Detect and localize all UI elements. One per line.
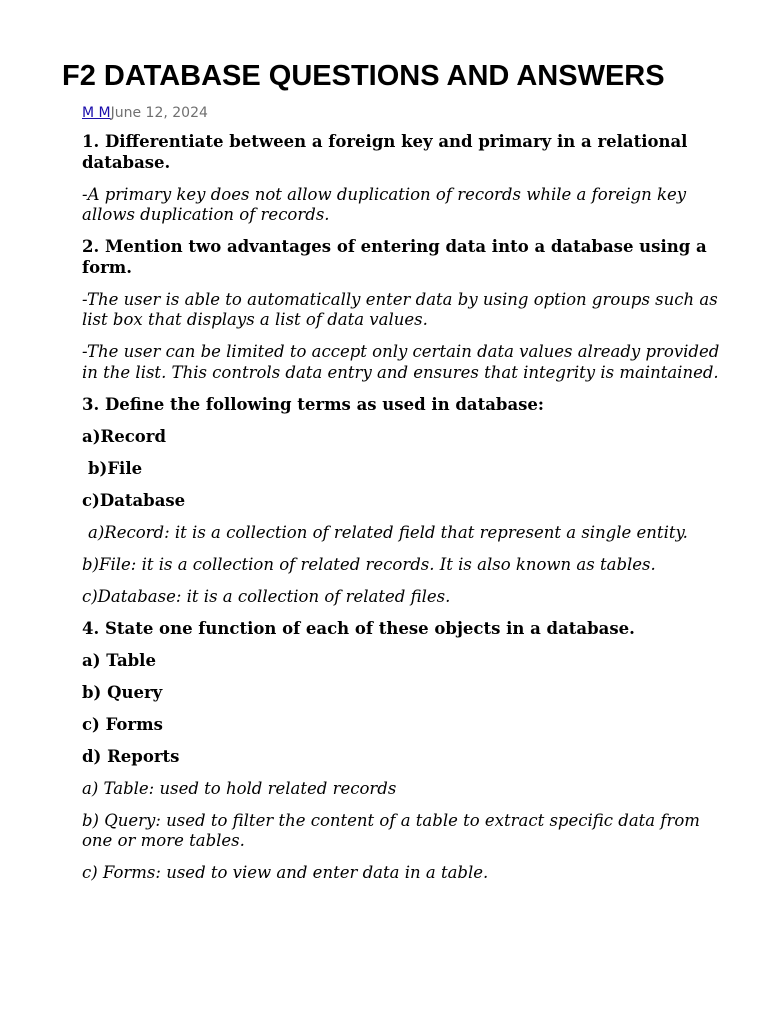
- article-title: F2 DATABASE QUESTIONS AND ANSWERS: [62, 60, 665, 92]
- question-4-object-query: b) Query: [82, 682, 163, 702]
- question-4-object-reports: d) Reports: [82, 746, 180, 766]
- answer-3-file: b)File: it is a collection of related records. It is also known as tables.: [82, 554, 656, 574]
- publish-date: June 12, 2024: [110, 105, 208, 121]
- answer-4-forms: c) Forms: used to view and enter data in a table.: [82, 863, 489, 882]
- question-3: 3. Define the following terms as used in database:: [82, 394, 545, 414]
- question-2: 2. Mention two advantages of entering data into a database using a form.: [82, 237, 707, 277]
- question-1: 1. Differentiate between a foreign key and primary in a relational database.: [82, 132, 688, 172]
- byline: [82, 104, 208, 122]
- answer-2-part-2: -The user can be limited to accept only certain data values already provided in the list. This controls data entry and ensures that integrity is maintained.: [82, 342, 720, 382]
- question-3-term-record: a)Record: [82, 426, 166, 446]
- question-3-term-file: b)File: [88, 458, 143, 478]
- answer-2-part-1: -The user is able to automatically enter data by using option groups such as list box that displays a list of data values.: [82, 289, 718, 329]
- article-body: [82, 132, 726, 895]
- answer-3-record: a)Record: it is a collection of related field that represent a single entity.: [88, 522, 688, 542]
- answer-3-database: c)Database: it is a collection of related files.: [82, 586, 451, 606]
- question-4-object-forms: c) Forms: [82, 714, 163, 734]
- answer-1: -A primary key does not allow duplication of records while a foreign key allows duplication of records.: [82, 184, 687, 224]
- question-3-term-database: c)Database: [82, 490, 186, 510]
- author-link[interactable]: M M: [82, 105, 111, 121]
- question-4-object-table: a) Table: [82, 650, 156, 670]
- question-4: 4. State one function of each of these objects in a database.: [82, 618, 635, 638]
- answer-4-query: b) Query: used to filter the content of a table to extract specific data from one or more tables.: [82, 810, 700, 850]
- answer-4-table: a) Table: used to hold related records: [82, 778, 397, 798]
